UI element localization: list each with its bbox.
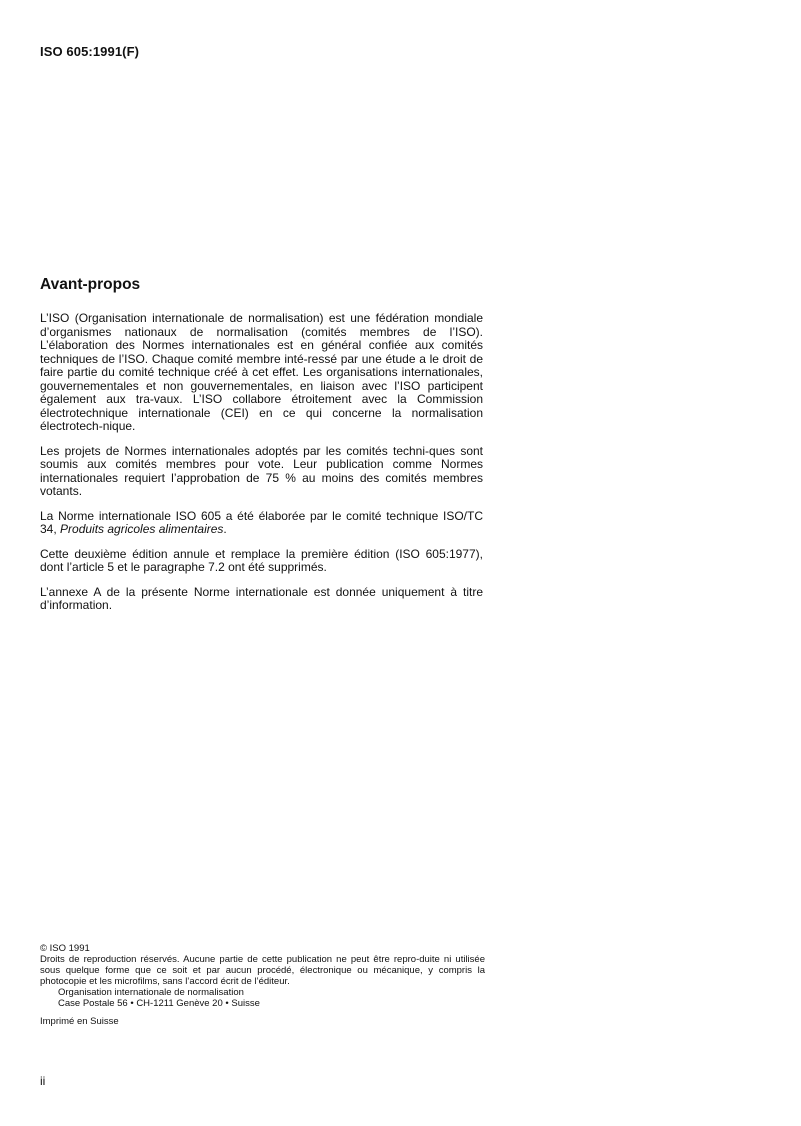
foreword-paragraph-2: Les projets de Normes internationales adoptés par les comités techni-ques sont soumis aux comités membres pour vote. Leur publication comme Normes internationales requiert l’approbation de 75 % au moins des comités membres votants.	[40, 443, 483, 498]
organization-name: Organisation internationale de normalisation	[58, 987, 244, 998]
copyright-symbol-line: © ISO 1991	[40, 943, 90, 954]
foreword-paragraph-3-text: La Norme internationale ISO 605 a été élaborée par le comité technique ISO/TC 34,	[40, 508, 483, 536]
committee-name: Produits agricoles alimentaires	[60, 522, 224, 536]
page-number: ii	[40, 1074, 46, 1088]
foreword-section	[40, 276, 483, 624]
foreword-paragraph-3-end: .	[223, 522, 227, 536]
foreword-paragraph-1: L’ISO (Organisation internationale de normalisation) est une fédération mondiale d’organismes nationaux de normalisation (comités membres de l’ISO). L’élaboration des Normes internationales est en général confiée aux comités techniques de l’ISO. Chaque comité membre inté-ressé par une étude a le droit de faire partie du comité technique créé à cet effet. Les organisations internationales, gouvernementales et non gouvernementales, en liaison avec l’ISO participent également aux tra-vaux. L’ISO collabore étroitement avec la Commission électrotechnique internationale (CEI) en ce qui concerne la normalisation électrotech-nique.	[40, 311, 483, 433]
copyright-block	[40, 943, 485, 1027]
foreword-paragraph-4: Cette deuxième édition annule et remplace la première édition (ISO 605:1977), dont l’article 5 et le paragraphe 7.2 ont été supprimés.	[40, 546, 483, 574]
organization-address: Case Postale 56 • CH-1211 Genève 20 • Suisse	[58, 998, 260, 1009]
document-reference: ISO 605:1991(F)	[40, 44, 140, 59]
foreword-paragraph-5: L’annexe A de la présente Norme internationale est donnée uniquement à titre d’information.	[40, 584, 483, 612]
foreword-paragraph-3	[40, 510, 483, 537]
printed-in: Imprimé en Suisse	[40, 1016, 119, 1027]
foreword-title: Avant-propos	[40, 276, 141, 293]
copyright-notice: Droits de reproduction réservés. Aucune partie de cette publication ne peut être repro-duite ni utilisée sous quelque forme que ce soit et par aucun procédé, électronique ou mécanique, y compris la photocopie et les microfilms, sans l’accord écrit de l’éditeur.	[40, 954, 485, 987]
